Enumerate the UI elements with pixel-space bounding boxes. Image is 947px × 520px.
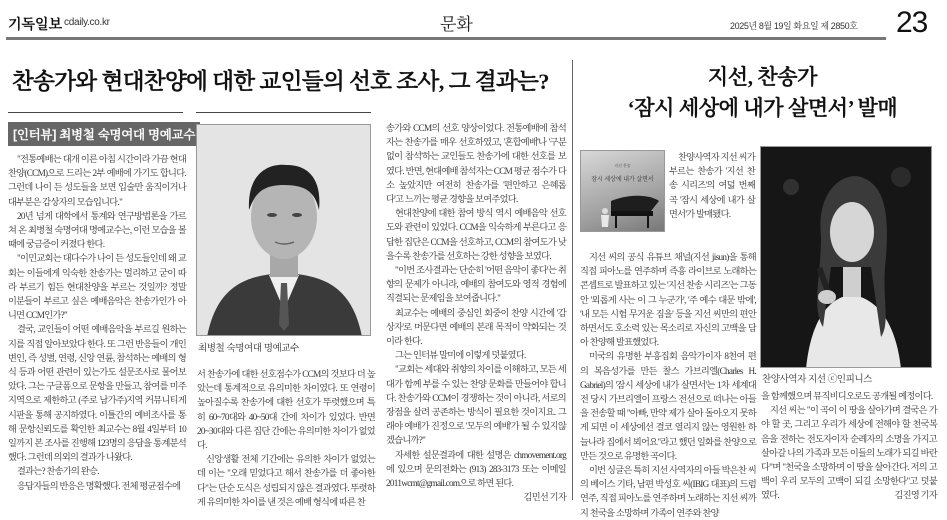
paragraph: "교회는 세대와 취향의 차이를 이해하고, 모든 세대가 함께 부를 수 있는 찬양 문화를 만들어야 합니다. 찬송가와 CCM이 경쟁하는 것이 아니라, 서로의 장점을 살려 공존하는 방식이 필요한 것이지요. 그래야 예배가 진정으로 '모두의 예배'가 될 수 있지않겠습니까?" (386, 364, 566, 446)
masthead-logo[interactable]: 기독일보 (8, 16, 63, 32)
dateline: 2025년 8월 19일 화요일 제 2850호 (730, 21, 858, 31)
article-divider (572, 60, 573, 500)
paragraph: 결국, 교인들이 어떤 예배음악을 부르길 원하는지를 직접 알아보았다 한다. 또 그런 반응들이 개인 변인, 즉 성별, 연령, 신앙 연륜, 참석하는 예배의 형식 등과 어떤 관련이 있는가도 설문조사로 물어보았다. 그는 구글폼으로 문항을 만들고, 참여를 미주 지역으로 제한하고 (주로 남가주)지역 커뮤니티게시판을 통해 공지하였다. 이틀간의 예비조사를 통해 문항신뢰도를 확인한 최교수는 8월 4일부터 10일까지 본 조사를 진행해 123명의 응답을 통계분석 했다. 그런데 의외의 결과가 나왔다. (8, 324, 186, 463)
right-article-column-2 (761, 389, 937, 503)
article-column-2 (197, 367, 375, 509)
paragraph: 송가와 CCM의 선호 양상이었다. 전통예배에 참석자는 찬송가를 매우 선호하였고, '혼합예배'나 '구분 없이 참석'하는 교인들도 찬송가에 대한 선호를 보였다. 반면, 현대예배 참석자는 CCM 평균 점수가 다소 높았지만 여전히 찬송가를 '편안하고 은혜롭다'고 느끼는 평균 경향을 보여주었다. (386, 123, 566, 205)
photo-caption: 찬양사역자 지선 ⓒ인피니스 (762, 374, 872, 385)
headline-line: 지선, 찬송가 (707, 65, 818, 89)
headline-underline (196, 112, 371, 113)
interviewee-photo (196, 124, 371, 336)
paragraph: 미국의 유명한 부흥집회 음악가이자 8천여 편의 복음성가를 만든 찰스 가브리엘(Charles H. Gabriel)의 '잠시 세상에 내가 살면서'는 1차 세계대전 당시 가브리엘이 프랑스 전선으로 떠나는 아들을 전송할 때 "아빠, 만약 제가 살아 돌아오지 못하게 되면 이 세상에선 결코 열리지 않는 영원한 하늘나라 집에서 뵈어요"라고 했던 일화를 찬양으로 만든 것으로 유명한 곡이다. (580, 351, 756, 461)
paragraph: 자세한 설문결과에 대한 설명은 chmovement.org에 있으며 문의전화는 (913) 283-3173 또는 이메일 2011wcmt@gmail.com으로 하면 된다. (386, 449, 566, 489)
article-headline: 찬송가와 현대찬양에 대한 교인들의 선호 조사, 그 결과는? (12, 69, 549, 94)
headline-line: ‘잠시 세상에 내가 살면서’ 발매 (627, 96, 898, 120)
paragraph: 응답자들의 반응은 명확했다. 전체 평균점수에 (17, 480, 181, 491)
photo-caption: 최병철 숙명여대 명예교수 (198, 343, 299, 354)
right-article-column-1 (580, 250, 756, 520)
portrait-image (197, 125, 371, 336)
headline-underline (8, 112, 183, 113)
right-article-headline (590, 62, 935, 124)
paragraph-text: 지선 씨는 "이 곡이 이 땅을 살아가며 결국은 가야 할 곳, 그리고 우리가 세상에 전해야 할 천국복음을 전하는 전도자이자 순례자의 소명을 가지고 살아갈 나의 가족과 모든 이들의 노래가 되길 바란다"며 "천국을 소망하며 이 땅을 살아간다. 저의 고백이 우리 모두의 고백이 되길 소망한다"고 덧붙였다. (761, 405, 937, 501)
article-column-3 (386, 121, 566, 504)
paragraph: 찬양사역자 지선 씨가 부르는 찬송가 '지선 찬송 시리즈'의 여덟 번째 곡 '잠시 세상에 내가 살면서'가 발매됐다. (669, 152, 755, 219)
paragraph: 현대찬양에 대한 참여 방식 역시 예배음악 선호도와 관련이 있었다. CCM을 익숙하게 부른다고 응답한 집단은 CCM을 선호하고, CCM의 참여도가 낮을수록 찬송가를 선호하는 강한 성향을 보였다. (386, 208, 566, 261)
paragraph: 이번 싱글은 특히 지선 사역자의 아들 박은찬 씨의 베이스 기타, 남편 박성호 씨(IBIG 대표)의 드럼 연주, 직접 피아노를 연주하며 노래하는 지선 씨까지 천국을 소망하며 가족이 연주와 찬양 (580, 465, 756, 518)
paragraph: 결과는? 찬송가의 완승. (17, 466, 99, 477)
section-title: 문화 (440, 15, 473, 34)
piano-image (581, 183, 665, 232)
paragraph: "전통예배는 대개 이른 아침 시간이라 가끔 현대찬양(CCM)으로 드리는 2부 예배에 가기도 합니다. 그런데 나이 든 성도들을 보면 입술만 움직이거나 대부분은 감상자의 모습입니다." (8, 154, 186, 207)
article-column-1 (8, 152, 186, 493)
paragraph: 서 찬송가에 대한 선호점수가 CCM의 것보다 더 높았는데 통계적으로 유의미한 차이였다. 또 연령이 높아질수록 찬송가에 대한 선호가 뚜렷했으며 특히 60~70대와 40~50대 간에 차이가 있었다. 반면 20~30대와 다른 집단 간에는 유의미한 차이가 없었다. (197, 369, 375, 451)
byline: 김진영 기자 (894, 490, 937, 501)
paragraph: 신앙생활 전체 기간에는 유의한 차이가 없었는데 이는 "오래 믿었다고 해서 찬송가를 더 좋아한다"는 단순 도식은 성립되지 않은 결과였다. 뚜렷하게 유의미한 차이를 낸 것은 예배 형식에 따른 찬 (197, 454, 375, 507)
paragraph: "이번 조사결과는 단순히 '어떤 음악이 좋다'는 취향의 문제가 아니라, 예배의 참여도와 영적 경험에 직결되는 문제임을 보여줍니다." (386, 265, 566, 304)
album-artist: 지선 찬송 (614, 163, 631, 168)
byline: 김민선 기자 (523, 492, 566, 503)
header-rule (6, 37, 886, 40)
site-url[interactable]: cdaily.co.kr (64, 17, 110, 28)
paragraph: 지선 씨의 공식 유튜브 채널(지선 jisun)을 통해 직접 피아노를 연주하며 즉흥 라이브로 노래하는 콘셉트로 발표하고 있는 '지선 찬송 시리즈'는 그동안 '외롭게 사는 이 그 누군가', '주 예수 대문 밖에', '내 모든 시험 무거운 짐을' 등을 지선 씨만의 편안하면서도 호소력 있는 목소리로 자신의 고백을 담아 찬양해 발표했었다. (580, 252, 756, 348)
paragraph (761, 403, 937, 502)
album-cover (580, 150, 665, 232)
paragraph: 20년 넘게 대학에서 통계와 연구방법론을 가르쳐 온 최병철 숙명여대 명예교수는, 이런 모습을 볼 때에 궁금증이 커졌다 한다. (8, 210, 186, 250)
paragraph: 그는 인터뷰 말미에 이렇게 덧붙였다. (395, 350, 526, 361)
singer-photo (760, 146, 932, 368)
paragraph: 을 함께했으며 뮤직비디오로도 공개될 예정이다. (761, 391, 933, 401)
singer-image (761, 147, 932, 368)
paragraph: 최교수는 예배의 중심인 회중이 찬양 시간에 '감상자'로 머문다면 예배의 본래 목적이 약화되는 것이라 한다. (386, 307, 566, 347)
page-number: 23 (896, 6, 928, 39)
album-side-text (669, 150, 755, 221)
interview-kicker: [인터뷰] 최병철 숙명여대 명예교수 (8, 122, 200, 146)
paragraph: "이민교회는 대다수가 나이 든 성도들인데 왜 교회는 이들에게 익숙한 찬송가는 멀리하고 굳이 따라 부르기 힘든 현대찬양을 부르는 것일까? 정말 이분들이 부르고 싶은 예배음악은 찬송가인가 아니면 CCM인가?" (8, 253, 186, 321)
album-title: 잠시 세상에 내가 살면서 (591, 177, 654, 183)
